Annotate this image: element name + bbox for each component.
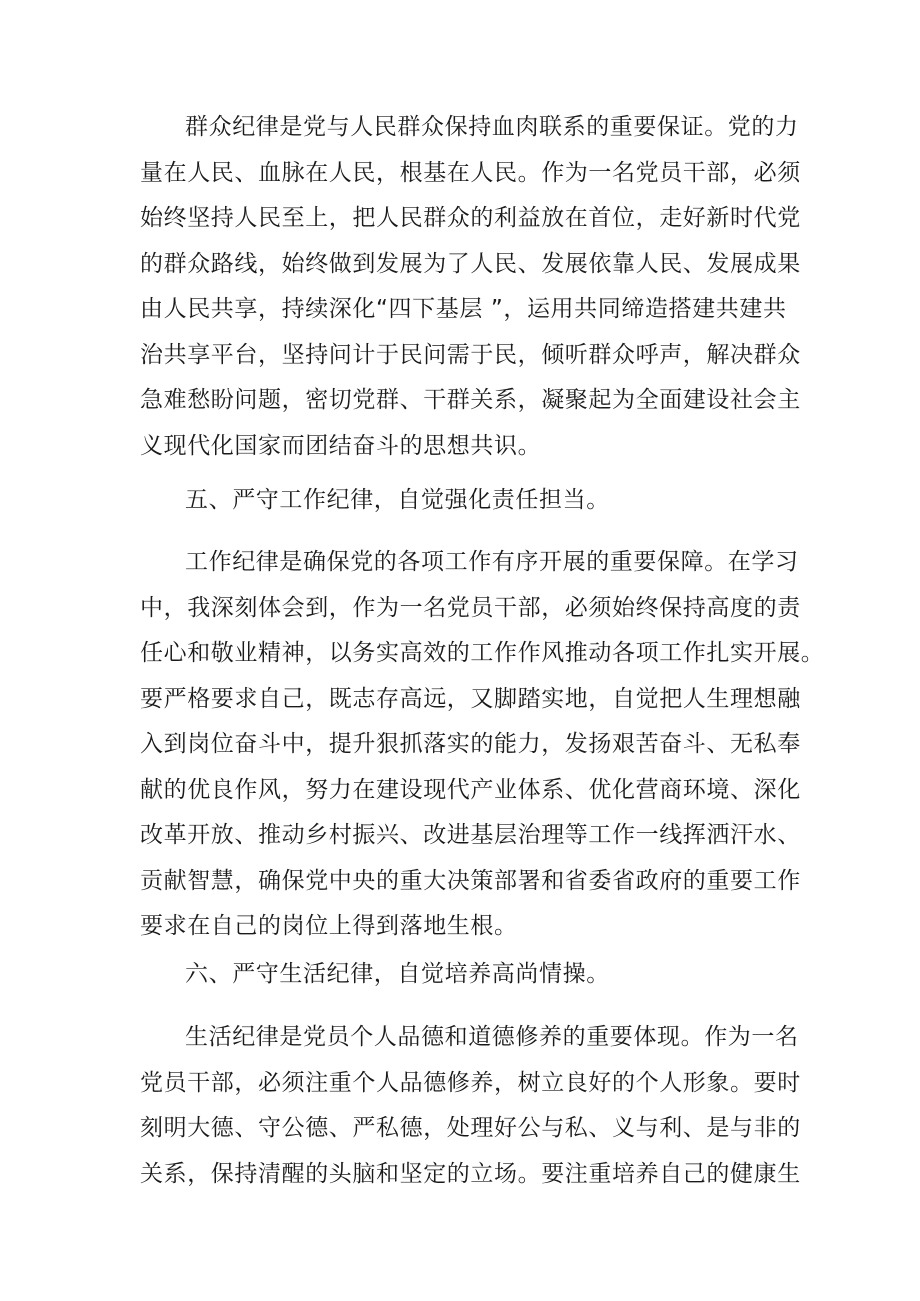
paragraph-work-discipline [140, 540, 825, 950]
paragraph-line: 的群众路线，始终做到发展为了人民、发展依靠人民、发展成果 [140, 250, 801, 277]
paragraph-line: 刻明大德、守公德、严私德，处理好公与私、义与利、是与非的 [140, 1115, 801, 1141]
paragraph-line: 群众纪律是党与人民群众保持血肉联系的重要保证。党的力 [185, 114, 799, 140]
paragraph-line: 量在人民、血脉在人民，根基在人民。作为一名党员干部，必须 [140, 159, 801, 186]
paragraph-line: 要严格要求自己，既志存高远，又脚踏实地，自觉把人生理想融 [140, 685, 801, 712]
paragraph-line: 党员干部，必须注重个人品德修养，树立良好的个人形象。要时 [140, 1069, 801, 1096]
section-heading-work-discipline [140, 478, 790, 524]
paragraph-mass-discipline [140, 105, 801, 469]
paragraph-line: 由人民共享，持续深化“四下基层 ”，运用共同缔造搭建共建共 [140, 296, 787, 322]
paragraph-line: 关系，保持清醒的头脑和坚定的立场。要注重培养自己的健康生 [140, 1160, 801, 1187]
paragraph-line: 贡献智慧，确保党中央的重大决策部署和省委省政府的重要工作 [140, 867, 801, 894]
paragraph-line: 治共享平台，坚持问计于民问需于民，倾听群众呼声，解决群众 [140, 341, 801, 368]
section-heading: 五、严守工作纪律，自觉强化责任担当。 [185, 487, 610, 513]
paragraph-line: 工作纪律是确保党的各项工作有序开展的重要保障。在学习 [185, 549, 799, 575]
paragraph-line: 任心和敬业精神，以务实高效的工作作风推动各项工作扎实开展。 [140, 640, 825, 666]
paragraph-life-discipline [140, 1015, 801, 1197]
paragraph-line: 义现代化国家而团结奋斗的思想共识。 [140, 432, 542, 459]
paragraph-line: 急难愁盼问题，密切党群、干群关系，凝聚起为全面建设社会主 [140, 387, 801, 413]
section-heading-life-discipline [140, 952, 790, 998]
section-heading: 六、严守生活纪律，自觉培养高尚情操。 [185, 961, 610, 987]
paragraph-line: 生活纪律是党员个人品德和道德修养的重要体现。作为一名 [185, 1024, 799, 1050]
paragraph-line: 要求在自己的岗位上得到落地生根。 [140, 913, 518, 939]
paragraph-line: 献的优良作风，努力在建设现代产业体系、优化营商环境、深化 [140, 776, 801, 803]
paragraph-line: 改革开放、推动乡村振兴、改进基层治理等工作一线挥洒汗水、 [140, 822, 801, 848]
paragraph-line: 始终坚持人民至上，把人民群众的利益放在首位，走好新时代党 [140, 205, 801, 231]
paragraph-line: 入到岗位奋斗中，提升狠抓落实的能力，发扬艰苦奋斗、无私奉 [140, 731, 801, 757]
paragraph-line: 中，我深刻体会到，作为一名党员干部，必须始终保持高度的责 [140, 594, 801, 621]
